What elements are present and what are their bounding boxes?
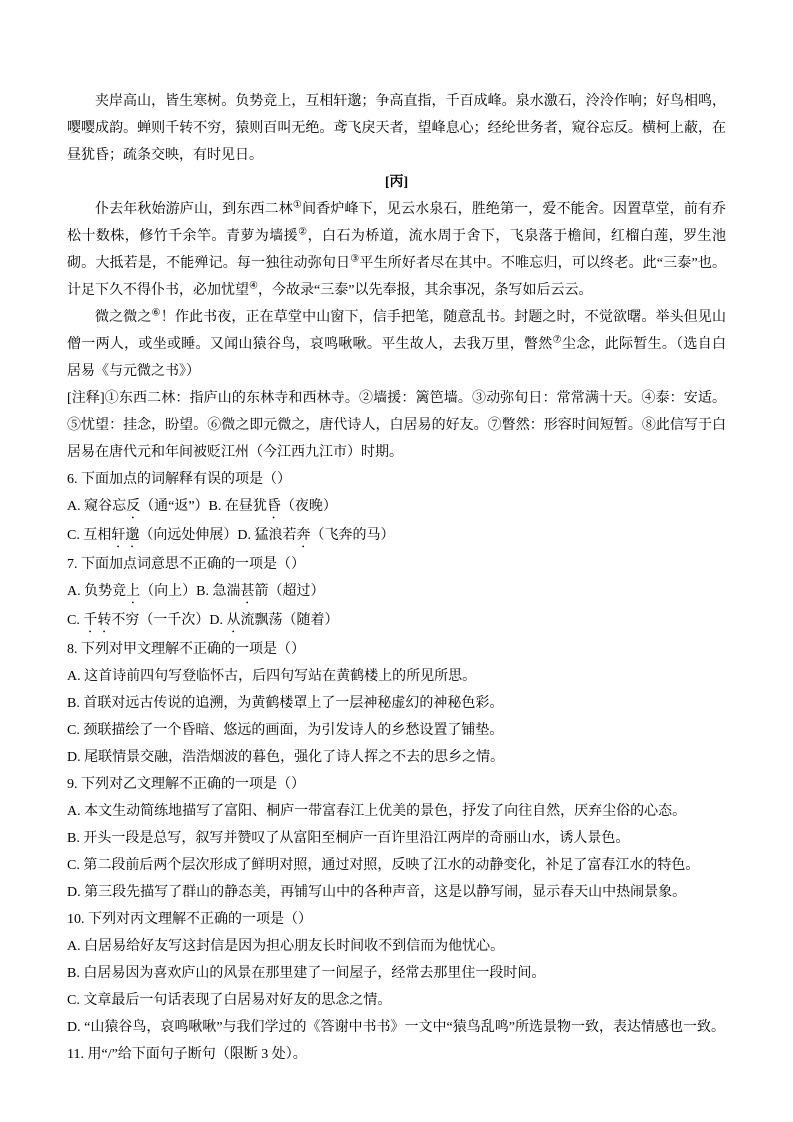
text-run: D. “山猿谷鸟，哀鸣啾啾”与我们学过的《答谢中书书》一文中“猿鸟乱鸣”所选景物一致，表达情感也一致。 xyxy=(67,1020,725,1035)
text-run: 尘念，此际暂生。（选自白居易《与元微之书》） xyxy=(67,337,727,379)
text-run: ！作此书夜，正在草堂中山窗下，信手把笔，随意乱书。封题之时，不觉欲曙。举头但见山僧一两人，或坐或睡。又闻山猿谷鸟，哀鸣啾啾。平生故人，去我万里，瞥然 xyxy=(67,310,726,352)
text-run: A. 窥谷忘 xyxy=(67,499,127,514)
text-run: 10. 下列对丙文理解不正确的一项是（） xyxy=(67,912,312,927)
text-run: 箭（超过） xyxy=(254,584,325,599)
text-run: C. 颈联描绘了一个昏暗、悠远的画面，为引发诗人的乡愁设置了铺垫。 xyxy=(67,723,504,738)
notes xyxy=(67,385,726,466)
text-run: （夜晚） xyxy=(280,499,337,514)
note-reference: ③ xyxy=(350,253,360,265)
question-9-option-b xyxy=(67,825,726,852)
emphasized-word: 昏 xyxy=(266,499,281,514)
note-reference: ⑦ xyxy=(552,334,562,346)
question-6-stem xyxy=(67,466,726,493)
section-label-bing xyxy=(67,169,726,196)
question-10-stem xyxy=(67,906,726,933)
note-reference: ④ xyxy=(249,280,259,292)
emphasized-word: 上 xyxy=(126,584,141,599)
note-reference: ⑥ xyxy=(151,307,161,319)
document-body xyxy=(67,88,726,1068)
text-run: 6. 下面加点的词解释有误的项是（） xyxy=(67,472,291,487)
text-run: ，今故录“三泰”以先奉报，其余事况，条写如后云云。 xyxy=(258,283,593,298)
question-10-option-c xyxy=(67,987,726,1014)
question-8-option-b xyxy=(67,690,726,717)
text-run: 流飘荡（随着） xyxy=(240,613,339,628)
question-8-option-c xyxy=(67,717,726,744)
text-run: C. xyxy=(67,613,84,628)
text-run: 夹岸高山，皆生寒树。负势竞上，互相轩邈；争高直指，千百成峰。泉水激石，泠泠作响；好鸟相鸣，嘤嘤成韵。蝉则千转不穷，猿则百叫无绝。鸢飞戾天者，望峰息心；经纶世务者，窥谷忘反。横柯上蔽，在昼犹昏；疏条交映，有时见日。 xyxy=(67,94,726,163)
text-run: A. 负势竞 xyxy=(67,584,127,599)
text-run: 不穷（一千次）D. xyxy=(111,613,227,628)
emphasized-word: 反 xyxy=(126,499,141,514)
question-10-option-a xyxy=(67,933,726,960)
text-run: （通“返”）B. 在昼犹 xyxy=(140,499,267,514)
question-10-option-b xyxy=(67,960,726,987)
question-8-stem xyxy=(67,636,726,663)
text-run: （向远处伸展）D. 猛浪若 xyxy=(139,528,297,543)
emphasized-word: 甚 xyxy=(240,584,255,599)
emphasized-word: 轩邈 xyxy=(111,528,140,543)
question-6-options-ab xyxy=(67,493,726,522)
text-run: 微之微之 xyxy=(95,310,152,325)
emphasized-word: 从 xyxy=(226,613,241,628)
text-run: （向上）B. 急湍 xyxy=(140,584,241,599)
text-run: 7. 下面加点词意思不正确的一项是（） xyxy=(67,557,305,572)
text-run: A. 这首诗前四句写登临怀古，后四句写站在黄鹤楼上的所见所思。 xyxy=(67,669,477,684)
question-7-stem xyxy=(67,551,726,578)
text-run: B. 开头一段是总写，叙写并赞叹了从富阳至桐庐一百许里沿江两岸的奇丽山水，诱人景色。 xyxy=(67,831,630,846)
note-reference: ② xyxy=(298,226,308,238)
text-run: B. 首联对远古传说的追溯，为黄鹤楼罩上了一层神秘虚幻的神秘色彩。 xyxy=(67,696,504,711)
note-reference: ① xyxy=(292,199,303,211)
passage-bing-paragraph-2 xyxy=(67,304,726,385)
question-7-options-cd xyxy=(67,607,726,636)
emphasized-word: 千转 xyxy=(83,613,112,628)
emphasized-word: 奔 xyxy=(296,528,311,543)
text-run: （飞奔的马） xyxy=(310,528,395,543)
text-run: [注释]①东西二林：指庐山的东林寺和西林寺。②墙援：篱笆墙。③动弥旬日：常常满十天。④泰：安适。⑤忧望：挂念，盼望。⑥微之即元微之，唐代诗人，白居易的好友。⑦瞥然：形容时间短暂。⑧此信写于白居易在唐代元和年间被贬江州（今江西九江市）时期。 xyxy=(67,391,726,460)
text-run: C. 第二段前后两个层次形成了鲜明对照，通过对照，反映了江水的动静变化，补足了富春江水的特色。 xyxy=(67,858,700,873)
text-run: [丙] xyxy=(384,175,409,190)
question-9-option-a xyxy=(67,798,726,825)
question-9-option-c xyxy=(67,852,726,879)
question-10-option-d xyxy=(67,1014,726,1041)
text-run: 11. 用“/”给下面句子断句（限断 3 处）。 xyxy=(67,1047,307,1062)
text-run: B. 白居易因为喜欢庐山的风景在那里建了一间屋子，经常去那里住一段时间。 xyxy=(67,966,546,981)
text-run: C. 文章最后一句话表现了白居易对好友的思念之情。 xyxy=(67,993,392,1008)
text-run: 8. 下列对甲文理解不正确的一项是（） xyxy=(67,642,305,657)
text-run: A. 白居易给好友写这封信是因为担心朋友长时间收不到信而为他忧心。 xyxy=(67,939,505,954)
question-11-stem xyxy=(67,1041,726,1068)
text-run: 间香炉峰下，见云水泉石，胜绝第一，爱不能舍。因置草堂，前有乔松十数株，修竹千余竿。青萝为墙援 xyxy=(67,202,727,244)
text-run: D. 第三段先描写了群山的静态美，再铺写山中的各种声音，这是以静写闹，显示春天山中热闹景象。 xyxy=(67,885,687,900)
text-run: 仆去年秋始游庐山，到东西二林 xyxy=(95,202,293,217)
question-9-option-d xyxy=(67,879,726,906)
question-9-stem xyxy=(67,771,726,798)
question-8-option-d xyxy=(67,744,726,771)
question-7-options-ab xyxy=(67,578,726,607)
passage-bing-paragraph-1 xyxy=(67,196,726,304)
text-run: A. 本文生动简练地描写了富阳、桐庐一带富春江上优美的景色，抒发了向往自然，厌弃尘俗的心态。 xyxy=(67,804,687,819)
text-run: D. 尾联情景交融，浩浩烟波的暮色，强化了诗人挥之不去的思乡之情。 xyxy=(67,750,505,765)
passage-yi-paragraph xyxy=(67,88,726,169)
question-8-option-a xyxy=(67,663,726,690)
text-run: 平生所好者尽在其中。不唯忘归，可以终老。此“三泰”也。计足下久不得仆书，必加忧望 xyxy=(67,256,726,298)
question-6-options-cd xyxy=(67,522,726,551)
text-run: ，白石为桥道，流水周于舍下，飞泉落于檐间，红榴白莲，罗生池砌。大抵若是，不能殚记。每一独往动弥旬日 xyxy=(67,229,726,271)
text-run: 9. 下列对乙文理解不正确的一项是（） xyxy=(67,777,305,792)
text-run: C. 互相 xyxy=(67,528,112,543)
